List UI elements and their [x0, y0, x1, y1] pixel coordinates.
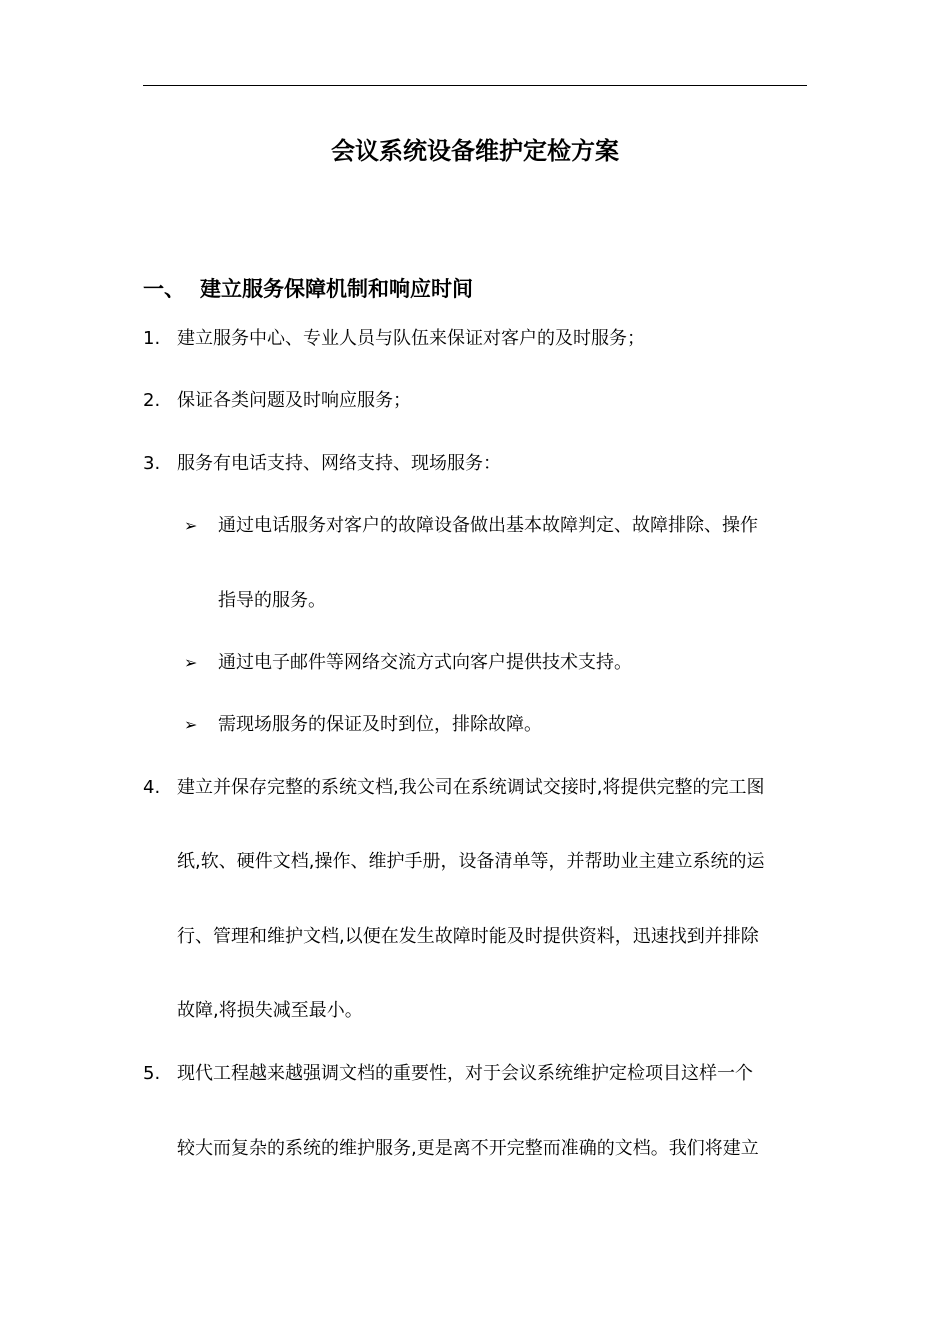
item-number: 5. [143, 1063, 161, 1084]
item-text: 现代工程越来越强调文档的重要性，对于会议系统维护定检项目这样一个 [177, 1063, 753, 1084]
item-text: 建立服务中心、专业人员与队伍来保证对客户的及时服务； [177, 328, 645, 349]
item-text: 服务有电话支持、网络支持、现场服务： [177, 453, 501, 474]
item-text: 故障,将损失减至最小。 [177, 1000, 363, 1021]
bullet-text: 通过电子邮件等网络交流方式向客户提供技术支持。 [218, 652, 632, 673]
bullet-text: 通过电话服务对客户的故障设备做出基本故障判定、故障排除、操作 [218, 515, 758, 536]
item-text: 保证各类问题及时响应服务； [177, 390, 411, 411]
arrow-bullet-icon: ➢ [184, 715, 198, 734]
document-title: 会议系统设备维护定检方案 [331, 137, 619, 165]
item-number: 3. [143, 453, 161, 474]
section-number: 一、 [143, 277, 185, 301]
item-text: 较大而复杂的系统的维护服务,更是离不开完整而准确的文档。我们将建立 [177, 1138, 759, 1159]
header-rule [143, 85, 807, 86]
item-number: 4. [143, 777, 161, 798]
item-text: 建立并保存完整的系统文档,我公司在系统调试交接时,将提供完整的完工图 [177, 777, 765, 798]
bullet-text: 需现场服务的保证及时到位，排除故障。 [218, 714, 542, 735]
section-title: 建立服务保障机制和响应时间 [200, 277, 473, 301]
arrow-bullet-icon: ➢ [184, 653, 198, 672]
arrow-bullet-icon: ➢ [184, 516, 198, 535]
bullet-text: 指导的服务。 [218, 590, 326, 611]
item-number: 2. [143, 390, 161, 411]
item-text: 行、管理和维护文档,以便在发生故障时能及时提供资料，迅速找到并排除 [177, 926, 759, 947]
item-number: 1. [143, 328, 161, 349]
section-heading [143, 274, 473, 304]
item-text: 纸,软、硬件文档,操作、维护手册，设备清单等，并帮助业主建立系统的运 [177, 851, 765, 872]
